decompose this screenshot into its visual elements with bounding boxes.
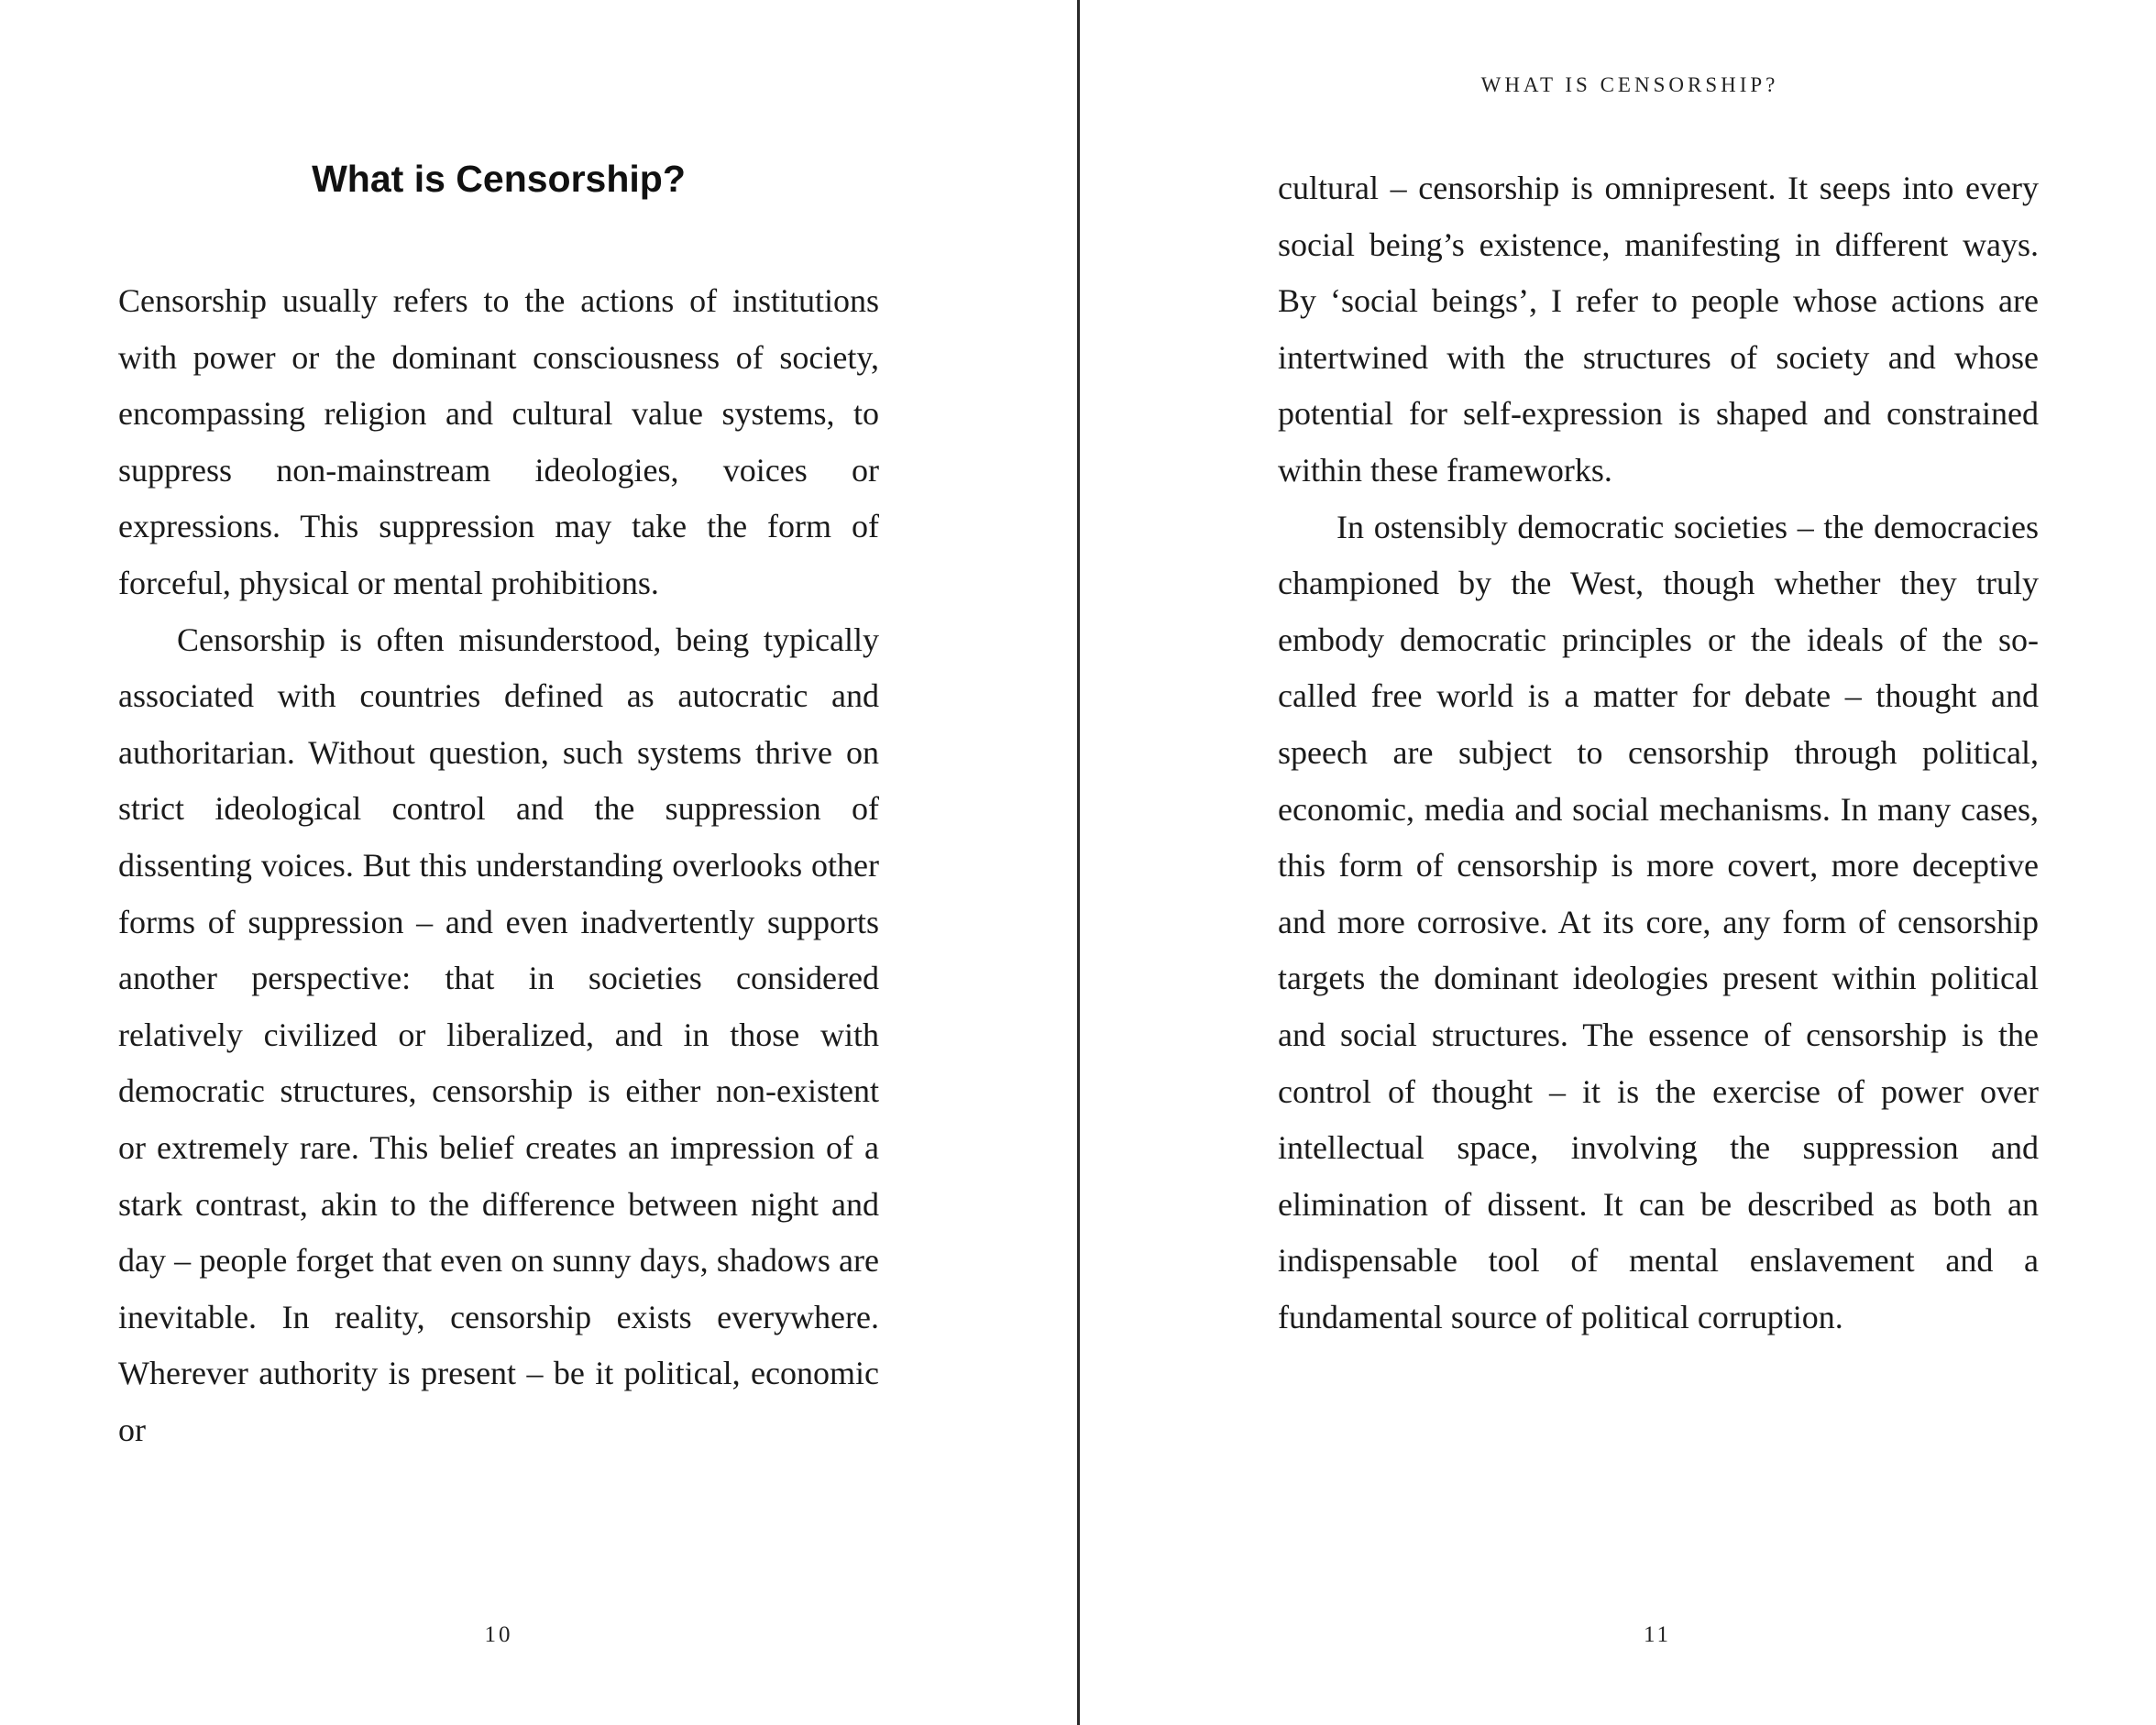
page-number: 10 <box>484 1622 513 1647</box>
paragraph: In ostensibly democratic societies – the democracies championed by the West, though whether they truly embody democratic principles or the ideals of the so-called free world is a matter for debate – thought and speech are subject to censorship through political, economic, media and social mechanisms. In many cases, this form of censorship is more covert, more deceptive and more corrosive. At its core, any form of censorship targets the dominant ideologies present within political and social structures. The essence of censorship is the control of thought – it is the exercise of power over intellectual space, involving the suppression and elimination of dissent. It can be described as both an indispensable tool of mental enslavement and a fundamental source of political corruption. <box>1278 508 2039 1335</box>
paragraph: Censorship is often misunderstood, being typically associated with countries defined as autocratic and authoritarian. Without question, such systems thrive on strict ideological control and the suppression of dissenting voices. But this understanding overlooks other forms of suppression – and even inadvertently supports another perspective: that in societies considered relatively civilized or liberalized, and in those with democratic structures, censorship is either non-existent or extremely rare. This belief creates an impression of a stark contrast, akin to the difference between night and day – people forget that even on sunny days, shadows are inevitable. In reality, censorship exists everywhere. Wherever authority is present – be it political, economic or <box>118 621 879 1448</box>
right-page <box>1080 0 2156 1725</box>
page-number: 11 <box>1643 1622 1672 1647</box>
paragraph: Censorship usually refers to the actions of institutions with power or the dominant consciousness of society, encompassing religion and cultural value systems, to suppress non-mainstream ideologies, voices or expressions. This suppression may take the form of forceful, physical or mental prohibitions. <box>118 282 879 601</box>
running-head: WHAT IS CENSORSHIP? <box>1480 73 1779 96</box>
paragraph: cultural – censorship is omnipresent. It seeps into every social being’s existence, manifesting in different ways. By ‘social beings’, I refer to people whose actions are intertwined with the structures of society and whose potential for self-expression is shaped and constrained within these frameworks. <box>1278 170 2039 489</box>
chapter-title: What is Censorship? <box>312 158 686 200</box>
left-page-body <box>118 273 879 1458</box>
right-page-body <box>1278 160 2039 1346</box>
left-page <box>0 0 1077 1725</box>
